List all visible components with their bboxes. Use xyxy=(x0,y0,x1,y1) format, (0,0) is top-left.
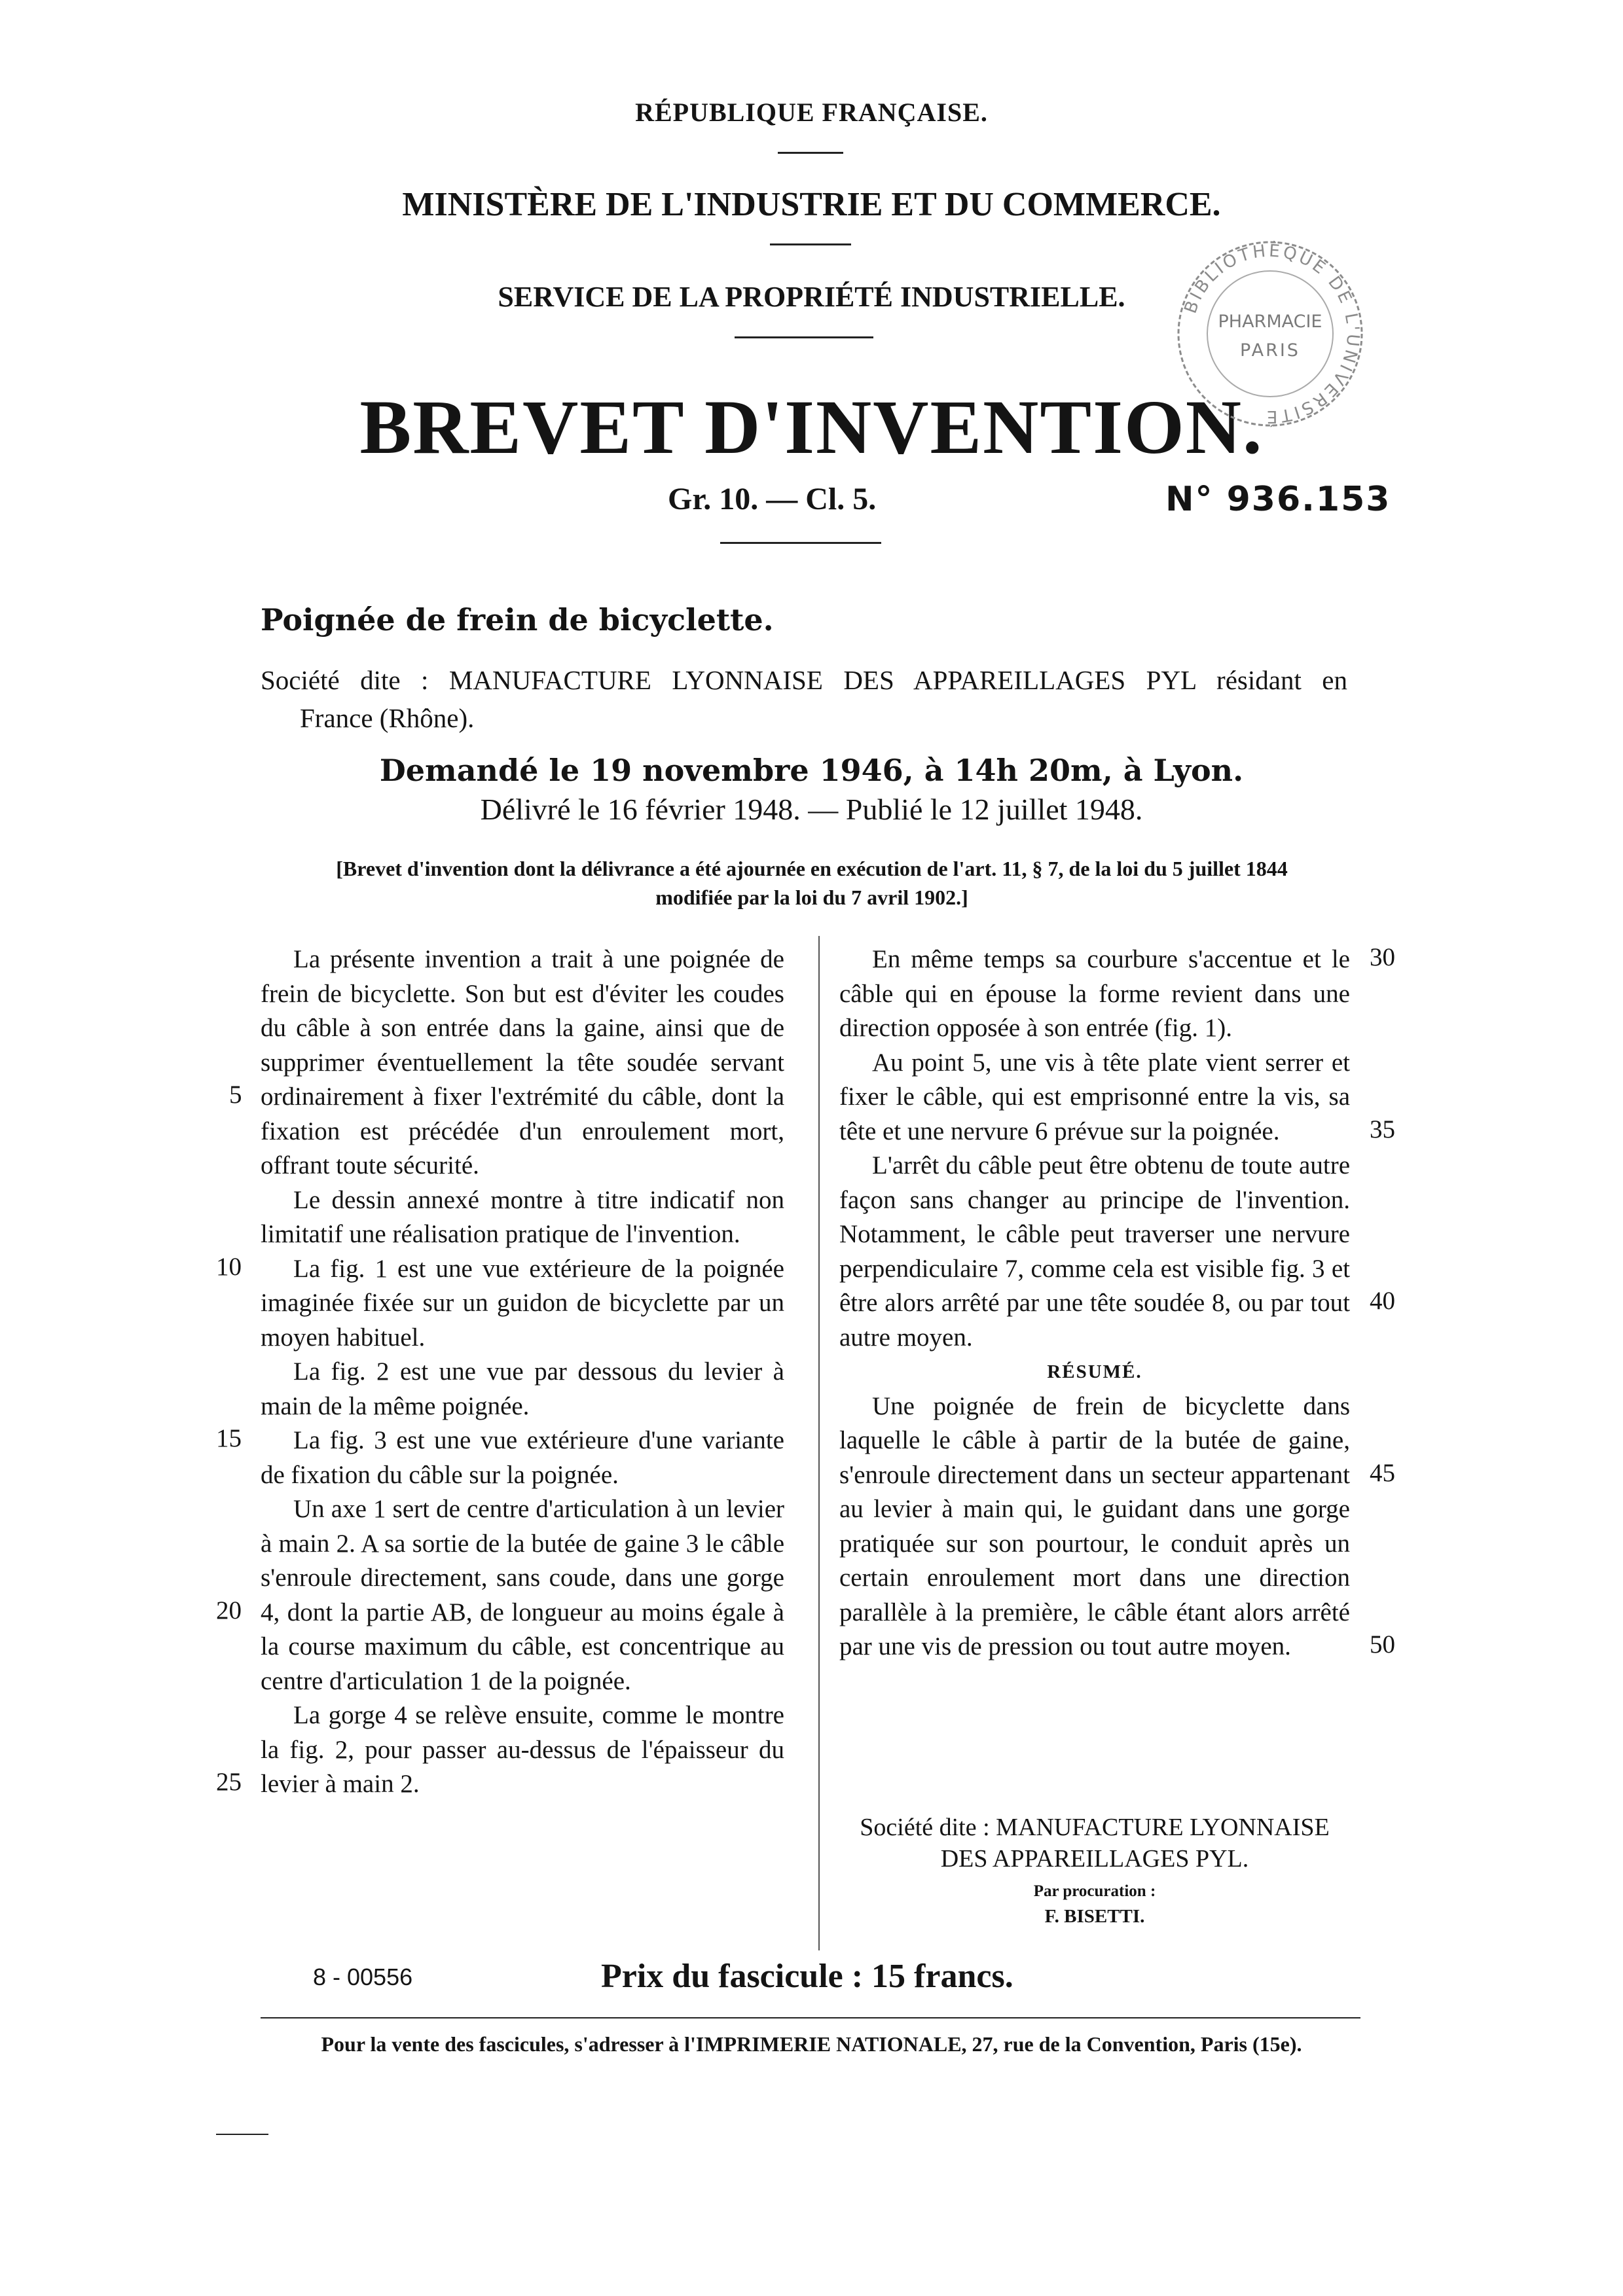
line-number: 35 xyxy=(1370,1115,1395,1143)
line-number: 25 xyxy=(216,1768,242,1796)
line-number: 50 xyxy=(1370,1630,1395,1659)
patent-number: N° 936.153 xyxy=(1165,480,1391,519)
classification: Gr. 10. — Cl. 5. xyxy=(668,482,877,516)
stamp-line2: PARIS xyxy=(1240,340,1300,361)
library-stamp xyxy=(1172,236,1368,432)
paragraph: La fig. 1 est une vue extérieure de la poignée imaginée fixée sur un guidon de bicyclette par un moyen habituel. xyxy=(261,1254,784,1352)
body-right-column xyxy=(839,942,1350,1664)
deferral-note xyxy=(255,854,1368,912)
grant-publication-dates: Délivré le 16 février 1948. — Publié le 12 juillet 1948. xyxy=(480,793,1143,826)
ornament-divider xyxy=(735,336,873,338)
applicant-line2: France (Rhône). xyxy=(300,703,475,733)
filing-date: Demandé le 19 novembre 1946, à 14h 20m, à Lyon. xyxy=(379,753,1244,788)
signature-company-line2: DES APPAREILLAGES PYL. xyxy=(940,1845,1249,1873)
signature-block xyxy=(839,1812,1350,1929)
price: Prix du fascicule : 15 francs. xyxy=(601,1958,1013,1995)
signature-name: F. BISETTI. xyxy=(1044,1906,1145,1927)
applicant xyxy=(261,661,1347,737)
ministry-heading: MINISTÈRE DE L'INDUSTRIE ET DU COMMERCE. xyxy=(402,186,1221,223)
sales-notice: Pour la vente des fascicules, s'adresser à l'IMPRIMERIE NATIONALE, 27, rue de la Convention, Paris (15e). xyxy=(321,2032,1302,2056)
paragraph: La fig. 3 est une vue extérieure d'une variante de fixation du câble sur la poignée. xyxy=(261,1426,784,1489)
resume-heading: RÉSUMÉ. xyxy=(1047,1361,1142,1382)
margin-mark xyxy=(216,2134,268,2135)
paragraph: L'arrêt du câble peut être obtenu de toute autre façon sans changer au principe de l'invention. Notamment, le câble peut traverser une nervure perpendiculaire 7, comme cela est visible fig. 3 et être alors arrêté par une tête soudée 8, ou par tout autre moyen. xyxy=(839,1151,1350,1352)
service-heading: SERVICE DE LA PROPRIÉTÉ INDUSTRIELLE. xyxy=(498,281,1125,313)
deferral-note-line1: [Brevet d'invention dont la délivrance a été ajournée en exécution de l'art. 11, § 7, de la loi du 5 juillet 1844 xyxy=(336,857,1288,880)
line-number: 10 xyxy=(216,1253,242,1281)
footer-divider xyxy=(261,2017,1360,2018)
paragraph: Au point 5, une vis à tête plate vient serrer et fixer le câble, qui est emprisonné entre la vis, sa tête et une nervure 6 prévue sur la poignée. xyxy=(839,1048,1350,1145)
line-number: 30 xyxy=(1370,943,1395,971)
divider xyxy=(720,542,881,544)
print-code: 8 - 00556 xyxy=(313,1964,413,1990)
divider xyxy=(778,152,843,154)
paragraph: Un axe 1 sert de centre d'articulation à un levier à main 2. A sa sortie de la butée de gaine 3 le câble s'enroule directement, sans coude, dans une gorge 4, dont la partie AB, de longueur au moins égale à la course maximum du câble, est concentrique au centre d'articulation 1 de la poignée. xyxy=(261,1495,784,1695)
signature-procuration: Par procuration : xyxy=(1033,1882,1156,1900)
signature-company xyxy=(839,1812,1350,1874)
invention-title: Poignée de frein de bicyclette. xyxy=(261,602,774,637)
paragraph: La fig. 2 est une vue par dessous du levier à main de la même poignée. xyxy=(261,1357,784,1420)
line-number: 45 xyxy=(1370,1459,1395,1487)
paragraph: La gorge 4 se relève ensuite, comme le montre la fig. 2, pour passer au-dessus de l'épaisseur du levier à main 2. xyxy=(261,1701,784,1798)
paragraph: Le dessin annexé montre à titre indicatif non limitatif une réalisation pratique de l'invention. xyxy=(261,1185,784,1248)
line-number: 20 xyxy=(216,1596,242,1624)
applicant-line1: Société dite : MANUFACTURE LYONNAISE DES APPAREILLAGES PYL résidant en xyxy=(261,665,1347,695)
line-number: 40 xyxy=(1370,1287,1395,1315)
stamp-outer-text: BIBLIOTHÈQUE DE L'UNIVERSITÉ xyxy=(1180,241,1363,427)
deferral-note-line2: modifiée par la loi du 7 avril 1902.] xyxy=(655,886,968,909)
line-number: 5 xyxy=(229,1081,242,1109)
republic-heading: RÉPUBLIQUE FRANÇAISE. xyxy=(635,98,988,127)
line-number: 15 xyxy=(216,1424,242,1452)
divider xyxy=(770,243,851,245)
stamp-line1: PHARMACIE xyxy=(1218,312,1322,332)
body-left-column xyxy=(261,942,784,1802)
column-divider xyxy=(818,936,820,1950)
paragraph: La présente invention a trait à une poignée de frein de bicyclette. Son but est d'éviter les coudes du câble à son entrée dans la gaine, ainsi que de supprimer éventuellement la tête soudée servant ordinairement à fixer l'extrémité du câble, dont la fixation est précédée d'un enroulement mort, offrant toute sécurité. xyxy=(261,945,784,1179)
resume-paragraph: Une poignée de frein de bicyclette dans laquelle le câble à partir de la butée de gaine, s'enroule directement dans un secteur appartenant au levier à main qui, le guidant dans une gorge pratiquée sur son pourtour, le conduit après un certain enroulement mort dans une direction parallèle à la première, le câble étant alors arrêté par une vis de pression ou tout autre moyen. xyxy=(839,1391,1350,1660)
signature-company-line1: Société dite : MANUFACTURE LYONNAISE xyxy=(860,1814,1330,1841)
paragraph: En même temps sa courbure s'accentue et le câble qui en épouse la forme revient dans une direction opposée à son entrée (fig. 1). xyxy=(839,945,1350,1042)
document-title: BREVET D'INVENTION. xyxy=(359,384,1264,470)
